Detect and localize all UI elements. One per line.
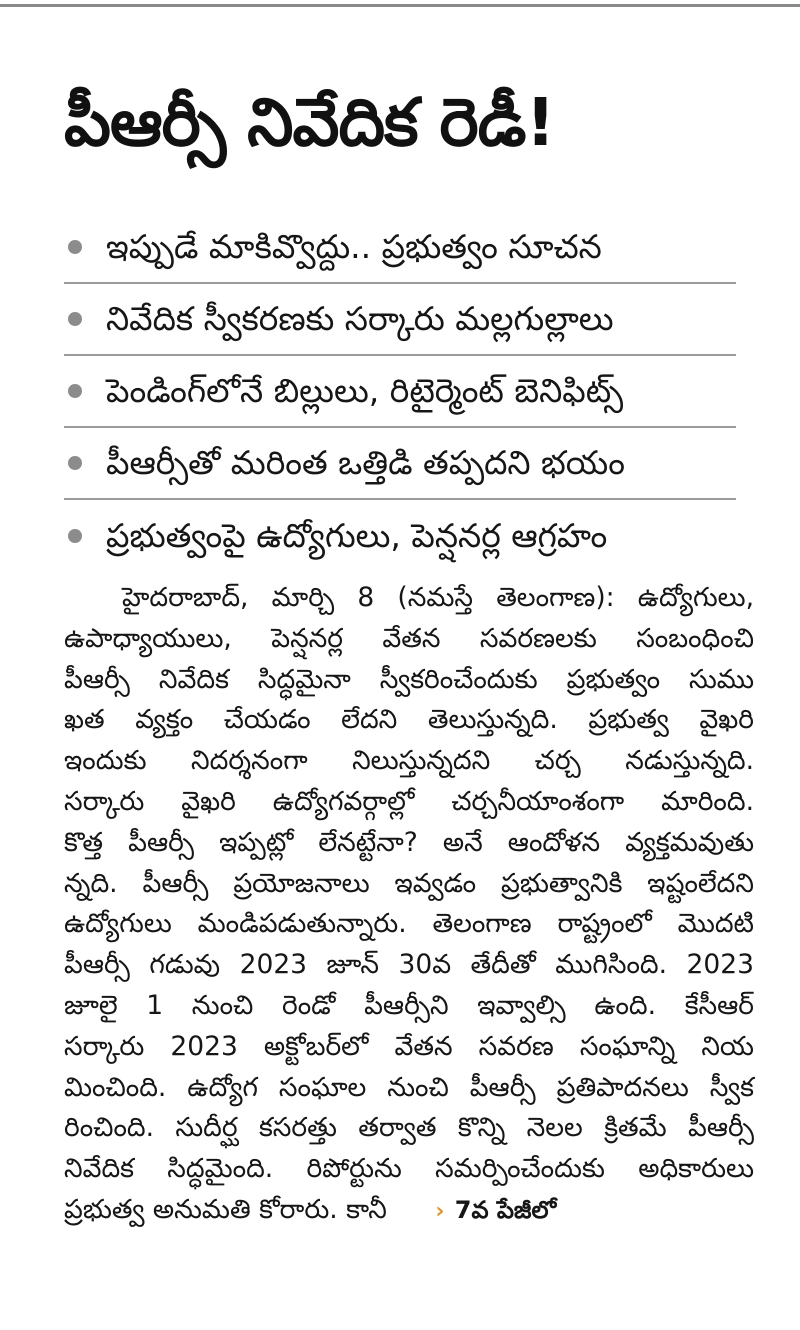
article-line: సర్కారు వైఖరి ఉద్యోగవర్గాల్లో చర్చనీయాంశంగా మారింది. [64,785,754,817]
article-line: జూలై 1 నుంచి రెండో పీఆర్సీని ఇవ్వాల్సి ఉంది. కేసీఆర్ [64,989,754,1021]
article-body [64,578,754,1231]
bullet-item [64,500,736,572]
bullet-text: పీఆర్సీతో మరింత ఒత్తిడి తప్పదని భయం [106,443,625,482]
bullet-dot-icon [68,384,82,398]
bullet-dot-icon [68,456,82,470]
article-line: ఉద్యోగులు మండిపడుతున్నారు. తెలంగాణ రాష్ట్రంలో మొదటి [64,908,754,940]
bullet-text: ఇప్పుడే మాకివ్వొద్దు.. ప్రభుత్వం సూచన [106,227,602,266]
headline: పీఆర్సీ నివేదిక రెడీ! [64,84,555,161]
bullet-dot-icon [68,240,82,254]
article-line: సర్కారు 2023 అక్టోబర్‌లో వేతన సవరణ సంఘాన్ని నియ [64,1030,754,1062]
news-clipping [14,22,786,1322]
bullet-text: పెండింగ్‌లోనే బిల్లులు, రిటైర్మెంట్ బెనిఫిట్స్ [106,371,624,410]
top-rule [0,4,800,7]
article-line: మించింది. ఉద్యోగ సంఘాల నుంచి పీఆర్సీ ప్రతిపాదనలు స్వీక [64,1071,754,1103]
article-line: హైదరాబాద్, మార్చి 8 (నమస్తే తెలంగాణ): ఉద్యోగులు, [122,582,754,613]
article-line: పీఆర్సీ నివేదిక సిద్ధమైనా స్వీకరించేందుకు ప్రభుత్వం సుము [64,663,754,695]
article-line: ఖత వ్యక్తం చేయడం లేదని తెలుస్తున్నది. ప్రభుత్వ వైఖరి [64,704,754,736]
article-line: కొత్త పీఆర్సీ ఇప్పట్లో లేనట్టేనా? అనే ఆందోళన వ్యక్తమవుతు [64,826,754,858]
chevron-right-icon: › [435,1198,445,1224]
bullet-item [64,284,736,356]
article-line: న్నది. పీఆర్సీ ప్రయోజనాలు ఇవ్వడం ప్రభుత్వానికి ఇష్టంలేదని [64,867,754,899]
article-line: పీఆర్సీ గడువు 2023 జూన్ 30వ తేదీతో ముగిసింది. 2023 [64,949,754,981]
bullet-list [64,212,736,572]
continuation-label: 7వ పేజీలో [454,1195,557,1224]
bullet-dot-icon [68,529,82,543]
article-last-line [64,1190,754,1231]
article-line: ఉపాధ్యాయులు, పెన్షనర్ల వేతన సవరణలకు సంబంధించి [64,622,754,654]
article-line: ఇందుకు నిదర్శనంగా నిలుస్తున్నదని చర్చ నడుస్తున్నది. [64,745,754,777]
continuation-jump [435,1190,556,1233]
bullet-item [64,428,736,500]
bullet-dot-icon [68,312,82,326]
bullet-item [64,212,736,284]
article-line: నివేదిక సిద్ధమైంది. రిపోర్టును సమర్పించేందుకు అధికారులు [64,1153,754,1185]
bullet-item [64,356,736,428]
article-line: రించింది. సుదీర్ఘ కసరత్తు తర్వాత కొన్ని నెలల క్రితమే పీఆర్సీ [64,1112,754,1144]
bullet-text: నివేదిక స్వీకరణకు సర్కారు మల్లగుల్లాలు [106,299,614,338]
article-line-text: ప్రభుత్వ అనుమతి కోరారు. కానీ [64,1193,387,1225]
bullet-text: ప్రభుత్వంపై ఉద్యోగులు, పెన్షనర్ల ఆగ్రహం [106,516,608,555]
